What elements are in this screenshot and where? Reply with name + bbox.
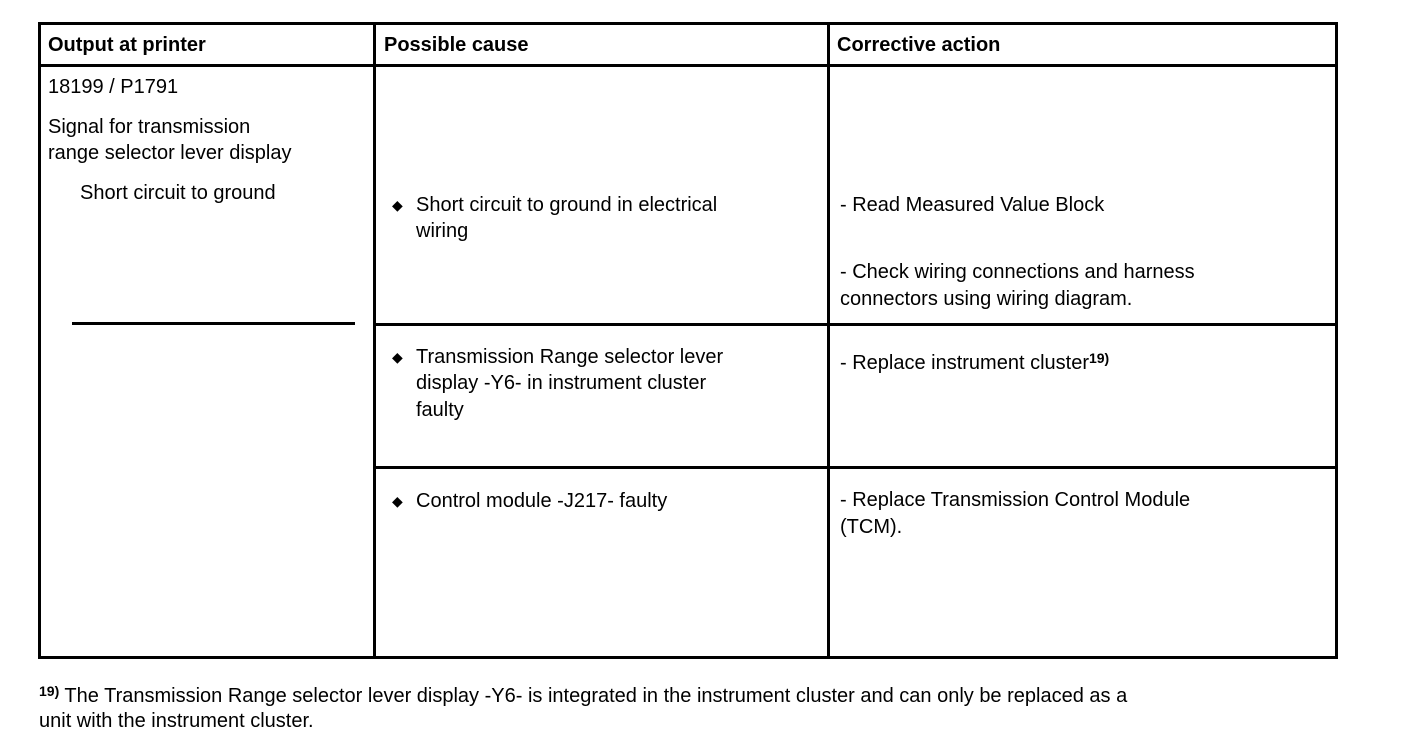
footnote-text-line2: unit with the instrument cluster.	[39, 710, 314, 732]
bullet-icon: ◆	[392, 493, 403, 509]
fault-description-line1: Signal for transmission	[48, 116, 251, 138]
header-output-at-printer: Output at printer	[48, 34, 206, 56]
bullet-icon: ◆	[392, 349, 403, 365]
footnote-text-line1: The Transmission Range selector lever display -Y6- is integrated in the instrument cluster and can only be replaced as a	[59, 685, 1128, 707]
footnote-reference: 19)	[1088, 350, 1110, 366]
cause-2-line3: faulty	[416, 399, 464, 421]
action-2-text: - Replace instrument cluster	[840, 352, 1089, 374]
column-divider-1	[373, 22, 376, 659]
footnote-line1	[39, 684, 1379, 709]
output-separator-line	[72, 322, 355, 325]
header-possible-cause: Possible cause	[384, 34, 529, 56]
fault-description-line2: range selector lever display	[48, 142, 292, 164]
fault-code: 18199 / P1791	[48, 76, 179, 98]
action-1b-line1: - Check wiring connections and harness	[840, 261, 1195, 283]
column-divider-2	[827, 22, 830, 659]
row-divider-2	[373, 466, 1338, 469]
cause-2-line1: Transmission Range selector lever	[416, 346, 724, 368]
action-3-line2: (TCM).	[840, 516, 903, 538]
cause-3-line1: Control module -J217- faulty	[416, 490, 668, 512]
action-1b-line2: connectors using wiring diagram.	[840, 288, 1133, 310]
header-divider	[38, 64, 1338, 67]
footnote	[39, 684, 1379, 734]
action-2	[840, 350, 1109, 376]
cause-1-line1: Short circuit to ground in electrical	[416, 194, 718, 216]
action-3-line1: - Replace Transmission Control Module	[840, 489, 1191, 511]
cause-2-line2: display -Y6- in instrument cluster	[416, 372, 707, 394]
action-1a: - Read Measured Value Block	[840, 194, 1105, 216]
cause-1-line2: wiring	[416, 220, 469, 242]
header-corrective-action: Corrective action	[837, 34, 1001, 56]
row-divider-1	[373, 323, 1338, 326]
bullet-icon: ◆	[392, 197, 403, 213]
fault-condition: Short circuit to ground	[80, 182, 276, 204]
footnote-marker: 19)	[39, 683, 60, 699]
